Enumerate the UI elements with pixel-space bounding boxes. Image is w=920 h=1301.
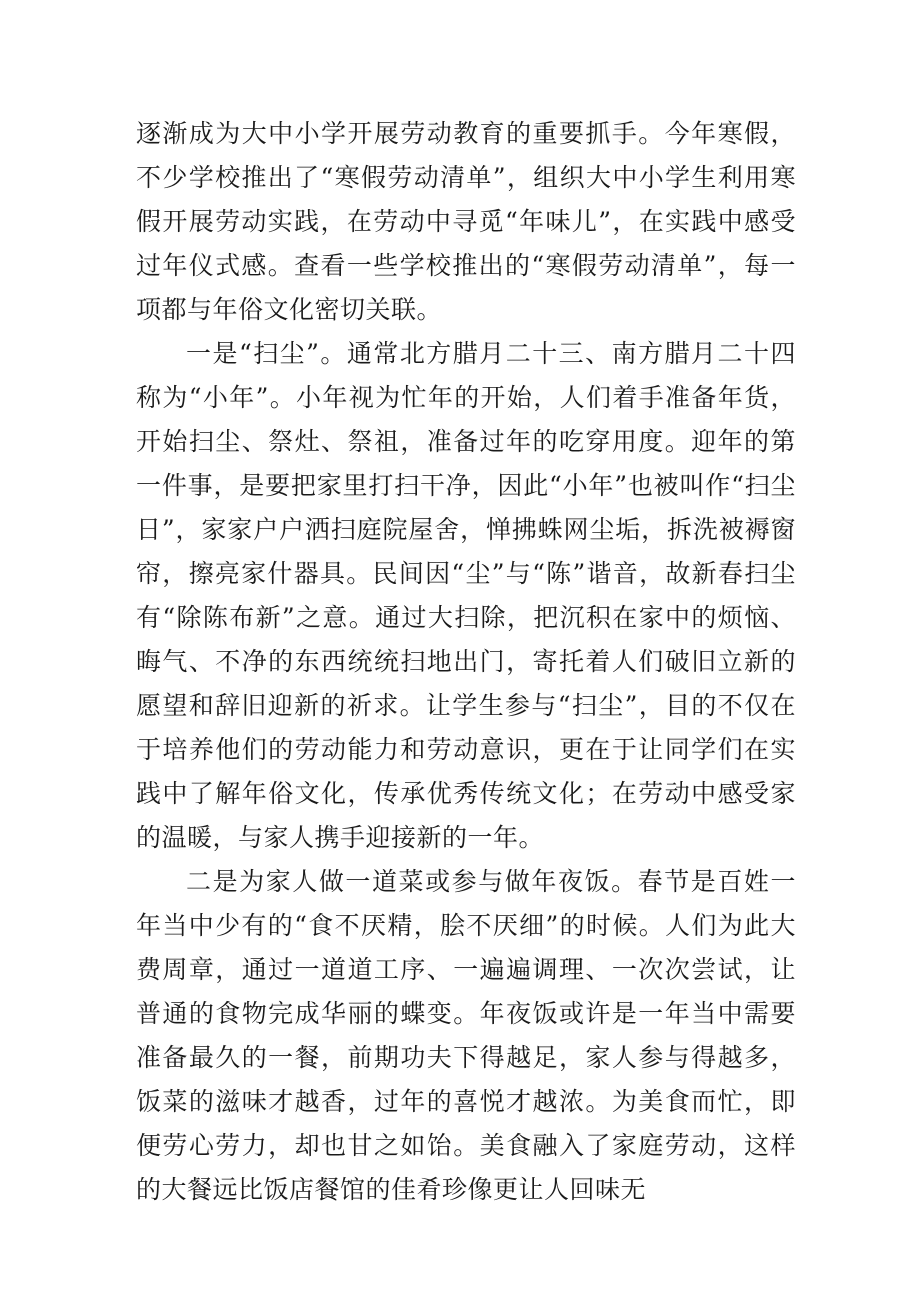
paragraph-new-year-dinner: 二是为家人做一道菜或参与做年夜饭。春节是百姓一年当中少有的“食不厌精，脍不厌细”的时候。人们为此大费周章，通过一道道工序、一遍遍调理、一次次尝试，让普通的食物完成华丽的蝶变。年夜饭或许是一年当中需要准备最久的一餐，前期功夫下得越足，家人参与得越多，饭菜的滋味才越香，过年的喜悦才越浓。为美食而忙，即便劳心劳力，却也甘之如饴。美食融入了家庭劳动，这样的大餐远比饭店餐馆的佳肴珍像更让人回味无 <box>136 867 796 1204</box>
article-body <box>136 112 796 1212</box>
paragraph-intro-continuation: 逐渐成为大中小学开展劳动教育的重要抓手。今年寒假，不少学校推出了“寒假劳动清单”，组织大中小学生利用寒假开展劳动实践，在劳动中寻觅“年味儿”，在实践中感受过年仪式感。查看一些学校推出的“寒假劳动清单”，每一项都与年俗文化密切关联。 <box>136 119 796 324</box>
paragraph-sweeping-dust: 一是“扫尘”。通常北方腊月二十三、南方腊月二十四称为“小年”。小年视为忙年的开始，人们着手准备年货，开始扫尘、祭灶、祭祖，准备过年的吃穿用度。迎年的第一件事，是要把家里打扫干净，因此“小年”也被叫作“扫尘日”，家家户户洒扫庭院屋舍，惮拂蛛网尘垢，拆洗被褥窗帘，擦亮家什器具。民间因“尘”与“陈”谐音，故新春扫尘有“除陈布新”之意。通过大扫除，把沉积在家中的烦恼、晦气、不净的东西统统扫地出门，寄托着人们破旧立新的愿望和辞旧迎新的祈求。让学生参与“扫尘”，目的不仅在于培养他们的劳动能力和劳动意识，更在于让同学们在实践中了解年俗文化，传承优秀传统文化；在劳动中感受家的温暖，与家人携手迎接新的一年。 <box>136 339 796 852</box>
